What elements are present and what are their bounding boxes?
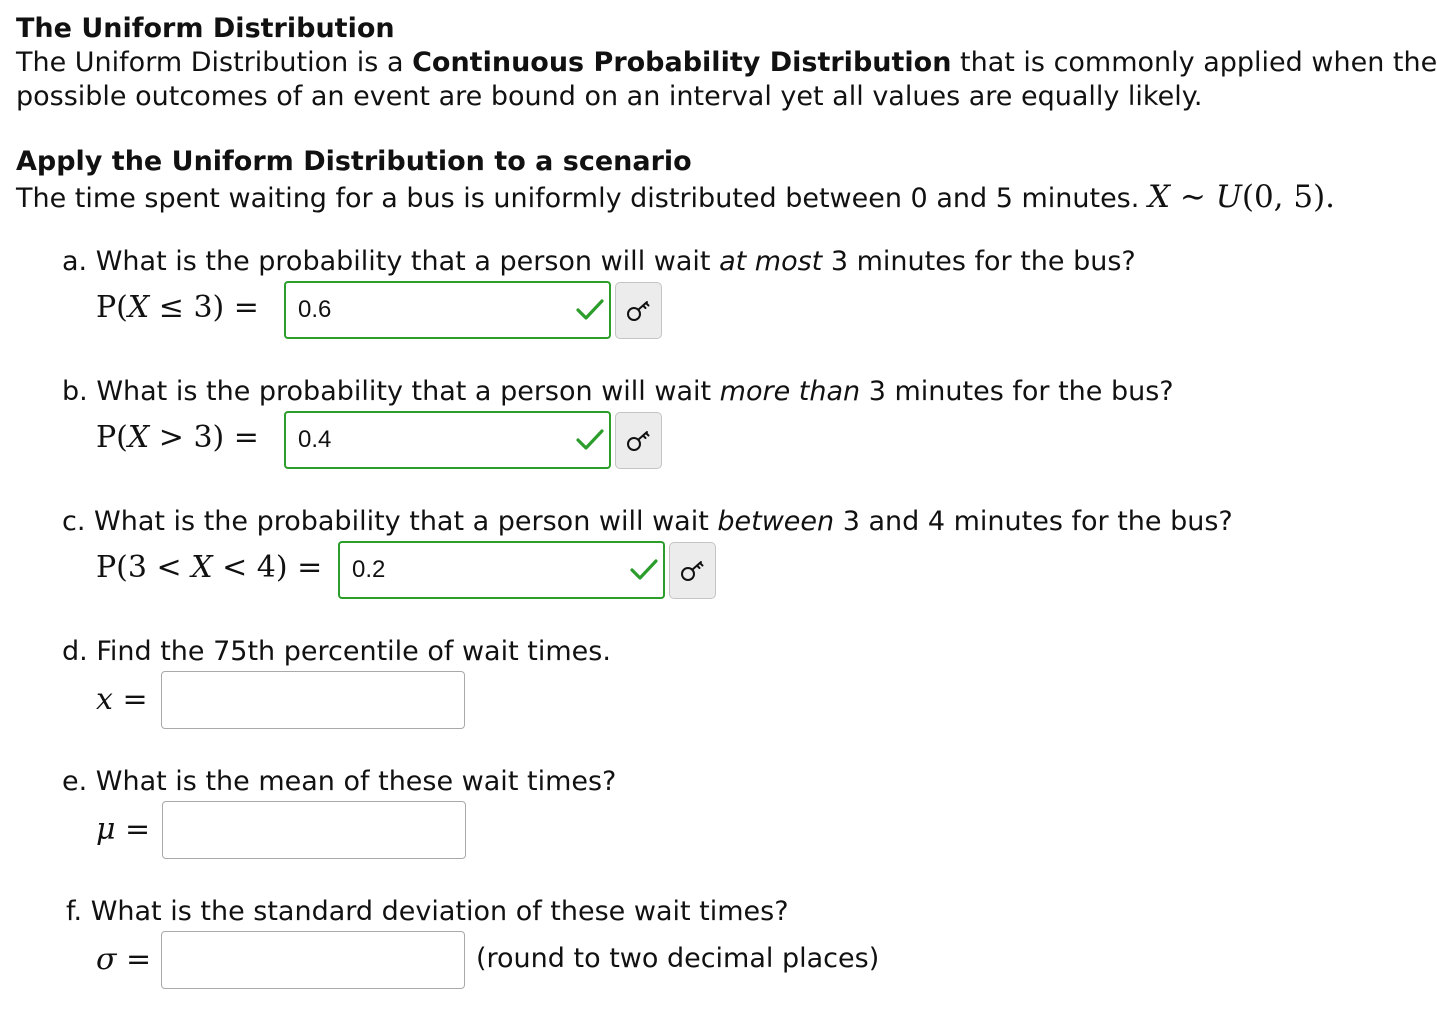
key-icon [625,429,653,453]
question-c-math: P(3 < X < 4) = [96,550,323,585]
intro-bold-term: Continuous Probability Distribution [412,47,952,78]
key-icon [679,559,707,583]
question-f: f. What is the standard deviation of these wait times? [66,896,789,927]
question-a-math: P(X ≤ 3) = [96,290,259,325]
answer-f-input[interactable] [161,931,465,989]
question-a: a. What is the probability that a person will wait at most 3 minutes for the bus? [62,246,1136,277]
question-e-math: μ = [96,812,151,847]
question-b-math: P(X > 3) = [96,420,259,455]
distribution-notation: X ∼ U(0, 5). [1147,179,1336,215]
check-icon [575,297,605,323]
page-title: The Uniform Distribution [16,13,395,44]
key-icon [625,299,653,323]
answer-e-input[interactable] [162,801,466,859]
question-c: c. What is the probability that a person will wait between 3 and 4 minutes for the bus? [62,506,1233,537]
question-e: e. What is the mean of these wait times? [62,766,617,797]
answer-b-input[interactable]: 0.4 [284,411,611,469]
scenario-heading: Apply the Uniform Distribution to a scenario [16,146,692,177]
rounding-note: (round to two decimal places) [476,943,880,974]
check-icon [629,557,659,583]
answer-c-input[interactable]: 0.2 [338,541,665,599]
intro-description: The Uniform Distribution is a Continuous Probability Distribution that is commonly applied when the [16,47,1437,78]
check-icon [575,427,605,453]
answer-b-key-button[interactable] [615,412,662,469]
question-d: d. Find the 75th percentile of wait times. [62,636,611,667]
question-d-math: x = [96,682,148,717]
question-b: b. What is the probability that a person will wait more than 3 minutes for the bus? [62,376,1174,407]
scenario-text: The time spent waiting for a bus is uniformly distributed between 0 and 5 minutes. X ∼ U(0, 5). [16,179,1336,215]
question-f-math: σ = [96,942,152,977]
answer-a-input[interactable]: 0.6 [284,281,611,339]
answer-a-key-button[interactable] [615,282,662,339]
answer-d-input[interactable] [161,671,465,729]
intro-description-line2: possible outcomes of an event are bound on an interval yet all values are equally likely. [16,81,1203,112]
answer-c-key-button[interactable] [669,542,716,599]
